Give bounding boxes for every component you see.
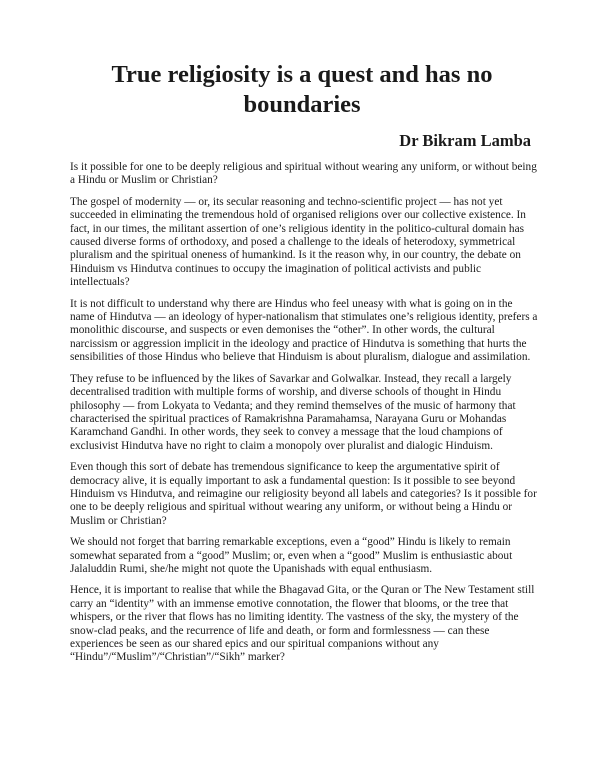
paragraph-6: We should not forget that barring remarkable exceptions, even a “good” Hindu is likely to remain somewhat separated from a “good” Muslim; or, even when a “good” Muslim is enthusiastic about Jalaluddin Rumi, she/he might not quote the Upanishads with equal enthusiasm. xyxy=(70,536,513,575)
paragraph-1: Is it possible for one to be deeply religious and spiritual without wearing any uniform, or without being a Hindu or Muslim or Christian? xyxy=(70,161,537,187)
paragraph-4: They refuse to be influenced by the likes of Savarkar and Golwalkar. Instead, they recall a largely decentralised tradition with multiple forms of worship, and diverse schools of thought in Hindu philosophy — from Lokyata to Vedanta; and they remind themselves of the music of harmony that characterised the spiritual practices of Ramakrishna Paramahamsa, Narayana Guru or Mohandas Karamchand Gandhi. In other words, they seek to convey a message that the loud champions of exclusivist Hindutva have no right to claim a monopoly over pluralist and dialogic Hinduism. xyxy=(70,372,516,452)
paragraph-2: The gospel of modernity — or, its secular reasoning and techno-scientific project — has not yet succeeded in eliminating the tremendous hold of organised religions over our collective existence. In fact, in our times, the militant assertion of one’s religious identity in the politico-cultural domain has caused diverse forms of orthodoxy, and posed a challenge to the ideals of heterodoxy, symmetrical pluralism and the spiritual oneness of humankind. Is it the reason why, in our country, the debate on Hinduism vs Hindutva continues to occupy the imagination of political activists and public intellectuals? xyxy=(70,195,526,289)
author-byline: Dr Bikram Lamba xyxy=(399,131,531,150)
paragraph-3: It is not difficult to understand why there are Hindus who feel uneasy with what is going on in the name of Hindutva — an ideology of hyper-nationalism that stimulates one’s religious identity, prefers a monolithic discourse, and suspects or even demonises the “other”. In other words, the cultural narcissism or aggression implicit in the ideology and practice of Hindutva is something that hurts the sensibilities of those Hindus who believe that Hinduism is about pluralism, dialogue and assimilation. xyxy=(70,297,538,364)
article-body xyxy=(70,161,538,673)
paragraph-7: Hence, it is important to realise that while the Bhagavad Gita, or the Quran or The New Testament still carry an “identity” with an immense emotive connotation, the flower that blooms, or the tree that whispers, or the river that flows has no limiting identity. The vastness of the sky, the mystery of the snow-clad peaks, and the recurrence of life and death, or form and formlessness — can these experiences be seen as our shared epics and our spiritual companions without any “Hindu”/“Muslim”/“Christian”/“Sikh” marker? xyxy=(70,584,535,664)
article-title: True religiosity is a quest and has no boundaries xyxy=(111,61,493,118)
paragraph-5: Even though this sort of debate has tremendous significance to keep the argumentative spirit of democracy alive, it is equally important to ask a fundamental question: Is it possible to see beyond Hinduism vs Hindutva, and reimagine our religiosity beyond all labels and categories? Is it possible for one to be deeply religious and spiritual without wearing any uniform, or without being a Hindu or Muslim or Christian? xyxy=(70,461,537,527)
